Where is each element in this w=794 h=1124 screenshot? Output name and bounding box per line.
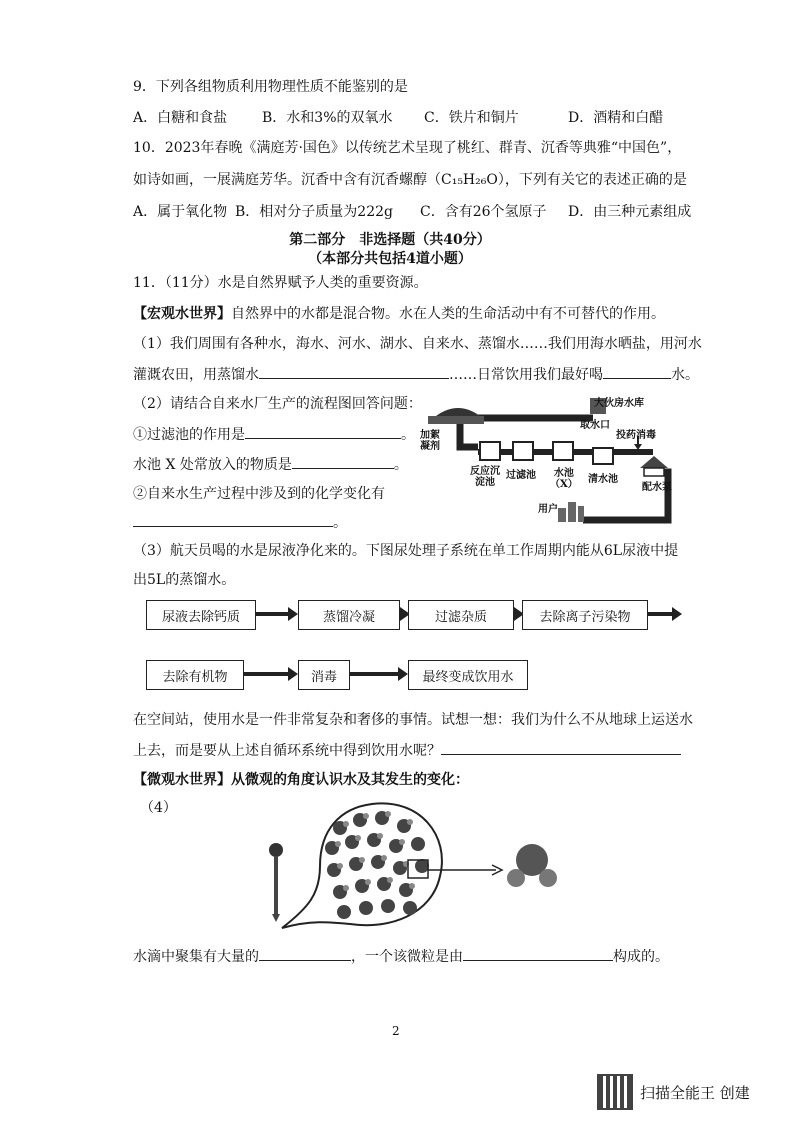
answer-blank-5[interactable] xyxy=(133,512,333,527)
flow-arrow-5 xyxy=(244,672,290,676)
q10-option-d: D．由三种元素组成 xyxy=(568,204,692,220)
flow-arrow-2 xyxy=(400,612,402,616)
flow-step-4: 去除离子污染物 xyxy=(522,600,648,630)
label-coagulant: 加絮 凝剂 xyxy=(420,430,440,452)
q11-s1-line2 xyxy=(133,364,699,385)
label-filter-tank: 过滤池 xyxy=(506,470,536,481)
q9-stem: 9．下列各组物质利用物理性质不能鉴别的是 xyxy=(133,79,408,95)
answer-blank-3[interactable] xyxy=(245,424,401,439)
q11-s3-line1: （3）航天员喝的水是尿液净化来的。下图尿处理子系统在单工作周期内能从6L尿液中提 xyxy=(133,543,679,559)
page-number: 2 xyxy=(392,1024,400,1038)
q11-s4-text-b: ，一个该微粒是由 xyxy=(351,949,463,965)
q11-s1-text-b: ……日常饮用我们最好喝 xyxy=(449,367,603,383)
qr-code-icon xyxy=(597,1074,633,1110)
q10-stem-line2: 如诗如画，一展满庭芳华。沉香中含有沉香螺醇（C₁₅H₂₆O），下列有关它的表述正确的是 xyxy=(133,172,687,188)
q10-option-b: B．相对分子质量为222g xyxy=(235,204,393,220)
q11-s2-text-e: 。 xyxy=(333,515,347,531)
micro-text: 从微观的角度认识水及其发生的变化： xyxy=(231,772,469,788)
flow-arrow-3 xyxy=(514,612,516,616)
flow-step-6: 消毒 xyxy=(298,660,350,690)
part2-title: 第二部分 非选择题（共40分） xyxy=(289,232,491,248)
q10-stem-line1: 10．2023年春晚《满庭芳·国色》以传统艺术呈现了桃红、群青、沉香等典雅“中国色”， xyxy=(133,140,682,156)
q11-s4-label: （4） xyxy=(140,800,177,816)
space-text: 上去，而是要从上述自循环系统中得到饮用水呢？ xyxy=(133,743,441,759)
q11-s2-line2 xyxy=(133,424,415,445)
scanner-footer: 扫描全能王 创建 xyxy=(640,1084,750,1102)
flow-step-1: 尿液去除钙质 xyxy=(146,600,256,630)
flow-step-3: 过滤杂质 xyxy=(408,600,514,630)
answer-blank-8[interactable] xyxy=(463,946,613,961)
q11-s1-text-a: 灌溉农田，用蒸馏水 xyxy=(133,367,259,383)
label-clear-tank: 清水池 xyxy=(588,474,618,485)
flow-step-5: 去除有机物 xyxy=(146,660,244,690)
q11-s4-answer-line xyxy=(133,946,669,967)
q11-s3-line2: 出5L的蒸馏水。 xyxy=(133,572,236,588)
water-molecule-diagram xyxy=(260,796,580,936)
flow-arrow-1 xyxy=(256,612,290,616)
space-line2 xyxy=(133,740,681,761)
filter-tank xyxy=(513,442,533,460)
q10-option-a: A．属于氧化物 xyxy=(133,204,228,220)
part2-subtitle: （本部分共包括4道小题） xyxy=(308,251,472,267)
q11-s2-line4: ②自来水生产过程中涉及到的化学变化有 xyxy=(133,486,385,502)
q11-s2-text-b: 。 xyxy=(401,427,415,443)
q11-intro: 11．（11分）水是自然界赋予人类的重要资源。 xyxy=(133,275,428,291)
q11-s1-text-c: 水。 xyxy=(671,367,699,383)
water-molecule-icon xyxy=(507,844,557,887)
clear-tank xyxy=(593,448,613,464)
q9-option-d: D．酒精和白醋 xyxy=(568,110,664,126)
label-reaction-tank: 反应沉 淀池 xyxy=(470,466,500,488)
q11-s2-text-a: ①过滤池的作用是 xyxy=(133,427,245,443)
flow-arrow-4 xyxy=(648,612,674,616)
label-tank-x: 水池 （X） xyxy=(550,468,578,490)
label-intake: 取水口 xyxy=(580,420,610,431)
macro-text: 自然界中的水都是混合物。水在人类的生命活动中有不可替代的作用。 xyxy=(231,306,665,322)
q9-option-c: C．铁片和铜片 xyxy=(424,110,519,126)
flow-arrow-6 xyxy=(350,672,400,676)
dropper-icon xyxy=(269,843,283,922)
q11-s4-text-a: 水滴中聚集有大量的 xyxy=(133,949,259,965)
q11-s2-text-c: 水池 X 处常放入的物质是 xyxy=(133,457,292,473)
q11-s2-line3 xyxy=(133,454,408,475)
q9-option-b: B．水和3%的双氧水 xyxy=(262,110,393,126)
answer-blank-2[interactable] xyxy=(603,364,671,379)
micro-heading: 【微观水世界】 xyxy=(133,772,231,788)
tank-x xyxy=(553,442,573,460)
q10-option-c: C．含有26个氢原子 xyxy=(420,204,547,220)
q11-s4-text-c: 构成的。 xyxy=(613,949,669,965)
macro-heading: 【宏观水世界】 xyxy=(133,306,231,322)
answer-blank-1[interactable] xyxy=(259,364,449,379)
micro-paragraph xyxy=(133,770,469,790)
q11-s2-line5 xyxy=(133,512,347,533)
answer-blank-7[interactable] xyxy=(259,946,351,961)
q9-option-a: A．白糖和食盐 xyxy=(133,110,228,126)
label-reservoir: 大伙房水库 xyxy=(594,398,644,409)
space-line1: 在空间站，使用水是一件非常复杂和奢侈的事情。试想一想：我们为什么不从地球上运送水 xyxy=(133,712,693,728)
label-user: 用户 xyxy=(538,504,558,515)
q11-s2-text-d: 。 xyxy=(393,457,408,473)
q11-s1-line1: （1）我们周围有各种水，海水、河水、湖水、自来水、蒸馏水……我们用海水晒盐，用河水 xyxy=(133,336,702,352)
answer-blank-6[interactable] xyxy=(441,740,681,755)
macro-paragraph xyxy=(133,304,665,324)
flow-step-7: 最终变成饮用水 xyxy=(408,660,528,690)
flow-step-2: 蒸馏冷凝 xyxy=(298,600,400,630)
label-pump: 配水泵 xyxy=(642,482,672,493)
reaction-tank xyxy=(480,442,500,460)
q11-s2-line1: （2）请结合自来水厂生产的流程图回答问题： xyxy=(133,396,422,412)
label-disinfect: 投药消毒 xyxy=(616,430,656,441)
water-plant-diagram xyxy=(418,392,688,532)
answer-blank-4[interactable] xyxy=(292,454,394,469)
